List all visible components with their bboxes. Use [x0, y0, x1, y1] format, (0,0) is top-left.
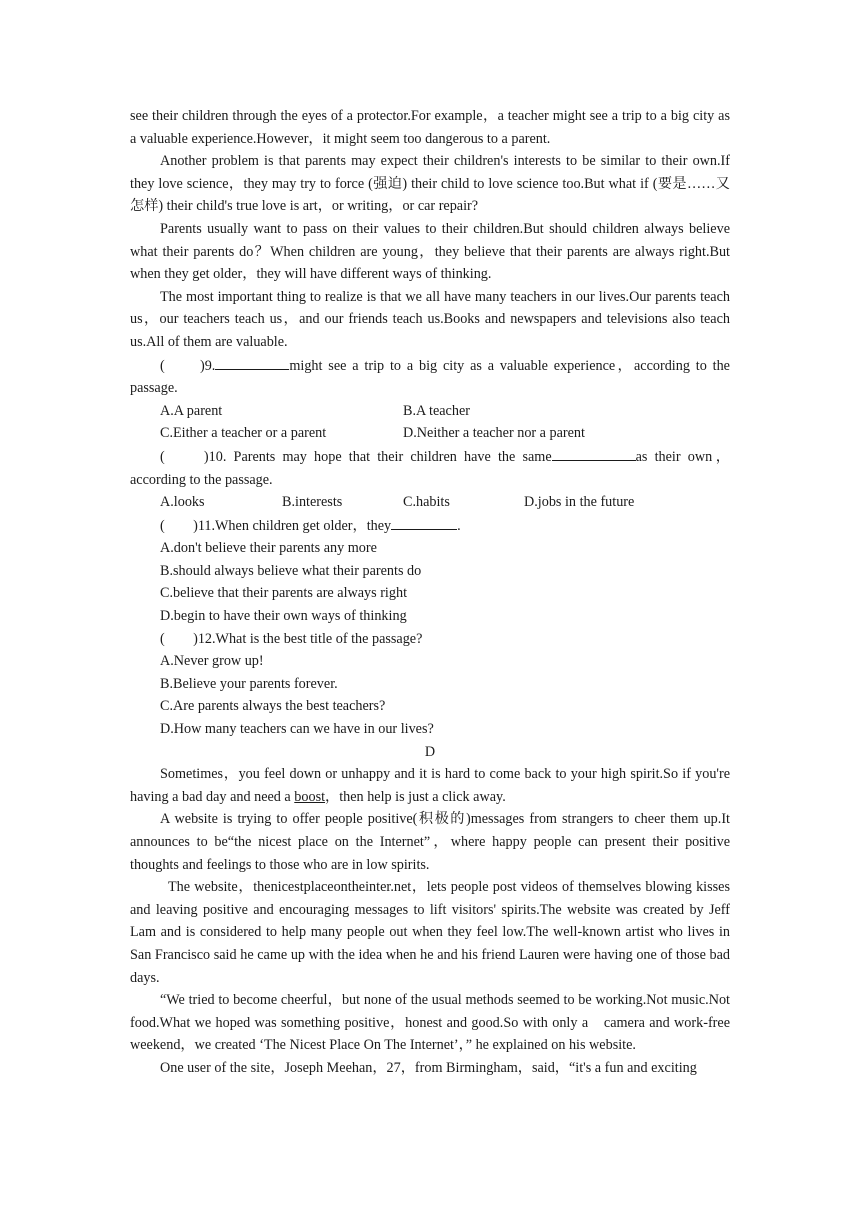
passage-c-paragraph-1: Another problem is that parents may expect their children's interests to be similar to their own.If they love science，they may try to force (强迫) their child to love science too.But what if (要是……又怎样) their child's true love is art，or writing，or car repair?: [130, 153, 730, 215]
question-10-stem: [130, 445, 730, 491]
option-a: A.A parent: [160, 402, 223, 419]
answer-blank: [215, 354, 289, 370]
document-page: [130, 105, 730, 1080]
option-c: C.Either a teacher or a parent: [160, 425, 327, 442]
passage-c-paragraph-2: Parents usually want to pass on their values to their children.But should children always believe what their parents do？When children are young，they believe that their parents are always right.But when they get older，they will have different ways of thinking.: [130, 220, 730, 283]
passage-d-paragraph-4: “We tried to become cheerful，but none of the usual methods seemed to be working.Not music.Not food.What we hoped was something positive，honest and good.So with only a camera and work-free weekend，we created ‘The Nicest Place On The Internet’，” he explained on his website.: [130, 992, 730, 1054]
question-10-number: ( )10. Parents may hope that their children have the same: [160, 448, 552, 465]
option-a: A.don't believe their parents any more: [160, 540, 377, 557]
option-a: A.Never grow up!: [160, 653, 264, 670]
option-b: B.Believe your parents forever.: [160, 675, 338, 692]
question-9-number: ( )9.: [160, 357, 216, 374]
option-b: B.A teacher: [403, 402, 470, 419]
question-10-text: as their own，according to the passage.: [130, 448, 730, 488]
passage-c-paragraph-0: see their children through the eyes of a protector.For example，a teacher might see a trip to a big city as a valuable experience.However，it might seem too dangerous to a parent.: [130, 108, 730, 147]
answer-blank: [552, 445, 636, 461]
option-d: D.Neither a teacher nor a parent: [403, 425, 585, 442]
passage-d-paragraph-1: [130, 763, 730, 808]
option-d: D.begin to have their own ways of thinking: [160, 608, 407, 625]
question-9-options-row-1: [130, 400, 730, 423]
option-c: C.Are parents always the best teachers?: [160, 698, 386, 715]
passage-c-paragraph-3: The most important thing to realize is that we all have many teachers in our lives.Our parents teach us，our teachers teach us，and our friends teach us.Books and newspapers and televisions also teach us.All of them are valuable.: [130, 288, 730, 350]
question-12-stem: ( )12.What is the best title of the passage?: [160, 630, 423, 647]
question-11-number: ( )11.When children get older，they: [160, 517, 392, 534]
option-b: B.interests: [282, 494, 343, 511]
passage-d-paragraph-5: One user of the site，Joseph Meehan，27，from Birmingham，said，“it's a fun and exciting: [160, 1059, 697, 1076]
option-d: D.How many teachers can we have in our lives?: [160, 721, 434, 738]
passage-d-heading: D: [424, 743, 436, 760]
question-9-text: might see a trip to a big city as a valuable experience，according to the passage.: [130, 357, 730, 397]
question-11-stem: [130, 514, 730, 538]
option-c: C.habits: [403, 494, 450, 511]
question-10-options: [130, 491, 730, 514]
underlined-word: boost: [294, 788, 326, 805]
passage-d-paragraph-2: A website is trying to offer people positive(积极的)messages from strangers to cheer them up.It announces to be“the nicest place on the Internet”，where happy people can present their positive thoughts and feelings to those who are in low spirits.: [130, 811, 730, 873]
option-b: B.should always believe what their parents do: [160, 562, 422, 579]
paragraph-text: Sometimes，you feel down or unhappy and it is hard to come back to your high spirit.So if you're having a bad day and need a: [130, 766, 730, 805]
passage-d-paragraph-3: The website，thenicestplaceontheinter.net，lets people post videos of themselves blowing kisses and leaving positive and encouraging messages to lift visitors' spirits.The website was created by Jeff Lam and is considered to help many people out when they feel low.The well-known artist who lives in San Francisco said he came up with the idea when he and his friend Lauren were having one of those bad days.: [130, 879, 730, 986]
question-9-options-row-2: [130, 422, 730, 445]
question-9-stem: [130, 354, 730, 400]
question-11-end: .: [457, 517, 461, 534]
option-c: C.believe that their parents are always right: [160, 585, 408, 602]
answer-blank: [391, 514, 457, 530]
option-a: A.looks: [160, 494, 205, 511]
paragraph-text: ，then help is just a click away.: [325, 788, 506, 805]
option-d: D.jobs in the future: [524, 494, 635, 511]
